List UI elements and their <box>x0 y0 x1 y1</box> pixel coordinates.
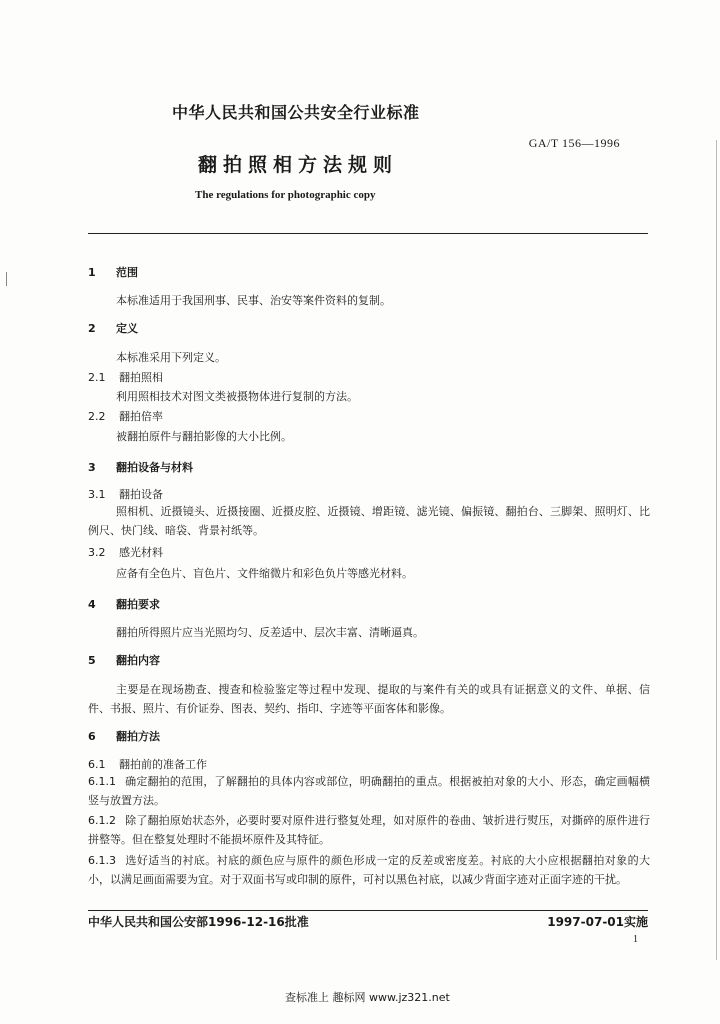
section-4-body: 翻拍所得照片应当光照均匀、反差适中、层次丰富、清晰逼真。 <box>116 626 424 639</box>
section-title: 翻拍设备与材料 <box>116 461 193 474</box>
section-2-body: 本标准采用下列定义。 <box>116 351 226 364</box>
section-6-1-3 <box>88 851 650 889</box>
watermark-text: 查标准上 趣标网 www.jz321.net <box>285 991 450 1004</box>
section-number: 3.1 <box>88 488 106 501</box>
page-number: 1 <box>633 934 638 945</box>
section-2-2-body: 被翻拍原件与翻拍影像的大小比例。 <box>116 430 292 443</box>
section-title: 翻拍倍率 <box>119 410 163 423</box>
section-number: 1 <box>88 266 96 279</box>
section-1-body: 本标准适用于我国刑事、民事、治安等案件资料的复制。 <box>116 294 391 307</box>
section-number: 6 <box>88 730 96 743</box>
section-title: 翻拍方法 <box>116 730 160 743</box>
section-number: 6.1.1 <box>88 775 116 788</box>
document-title: 翻拍照相方法规则 <box>198 154 399 176</box>
section-6-1-2 <box>88 811 650 849</box>
section-3-heading <box>88 459 193 475</box>
approval-line: 中华人民共和国公安部1996-12-16批准 <box>88 915 309 929</box>
section-3-2-heading <box>88 544 163 560</box>
section-5-heading <box>88 652 160 668</box>
section-title: 范围 <box>116 266 138 279</box>
section-number: 4 <box>88 598 96 611</box>
section-6-1-heading <box>88 756 207 772</box>
section-3-1-heading <box>88 486 163 502</box>
section-number: 5 <box>88 654 96 667</box>
section-1-heading <box>88 264 138 280</box>
section-4-heading <box>88 596 160 612</box>
section-3-2-body: 应备有全色片、盲色片、文件缩微片和彩色负片等感光材料。 <box>116 567 413 580</box>
section-number: 3 <box>88 461 96 474</box>
section-2-1-heading <box>88 369 163 385</box>
standard-authority: 中华人民共和国公共安全行业标准 <box>172 103 420 122</box>
section-title: 翻拍内容 <box>116 654 160 667</box>
document-subtitle-en: The regulations for photographic copy <box>195 189 376 201</box>
section-2-heading <box>88 320 138 336</box>
section-number: 6.1.3 <box>88 854 116 867</box>
section-number: 6.1.2 <box>88 814 116 827</box>
section-number: 2.1 <box>88 371 106 384</box>
section-body: 确定翻拍的范围，了解翻拍的具体内容或部位，明确翻拍的重点。根据被拍对象的大小、形态，确定画幅横竖与放置方法。 <box>88 775 650 807</box>
section-6-heading <box>88 728 160 744</box>
section-title: 翻拍前的准备工作 <box>119 758 207 771</box>
section-title: 定义 <box>116 322 138 335</box>
section-number: 2.2 <box>88 410 106 423</box>
section-3-1-body: 照相机、近摄镜头、近摄接圈、近摄皮腔、近摄镜、增距镜、滤光镜、偏振镜、翻拍台、三脚架、照明灯、比例尺、快门线、暗袋、背景衬纸等。 <box>88 505 650 537</box>
effective-date: 1997-07-01实施 <box>547 915 648 929</box>
section-number: 3.2 <box>88 546 106 559</box>
section-title: 翻拍设备 <box>119 488 163 501</box>
section-2-1-body: 利用照相技术对图文类被摄物体进行复制的方法。 <box>116 390 358 403</box>
section-5-body: 主要是在现场勘查、搜查和检验鉴定等过程中发现、提取的与案件有关的或具有证据意义的文件、单据、信件、书报、照片、有价证券、图表、契约、指印、字迹等平面客体和影像。 <box>88 683 650 715</box>
section-title: 感光材料 <box>119 546 163 559</box>
header-divider <box>88 233 648 234</box>
section-title: 翻拍照相 <box>119 371 163 384</box>
section-title: 翻拍要求 <box>116 598 160 611</box>
footer-divider <box>88 910 648 911</box>
section-body: 选好适当的衬底。衬底的颜色应与原件的颜色形成一定的反差或密度差。衬底的大小应根据翻拍对象的大小，以满足画面需要为宜。对于双面书写或印制的原件，可衬以黑色衬底，以减少背面字迹对正面字迹的干扰。 <box>88 854 650 886</box>
section-6-1-1 <box>88 772 650 810</box>
section-number: 6.1 <box>88 758 106 771</box>
section-body: 除了翻拍原始状态外，必要时要对原件进行整复处理，如对原件的卷曲、皱折进行熨压，对撕碎的原件进行拼整等。但在整复处理时不能损坏原件及其特征。 <box>88 814 650 846</box>
standard-number: GA/T 156—1996 <box>528 136 620 150</box>
scan-edge-mark <box>6 272 7 286</box>
section-2-2-heading <box>88 408 163 424</box>
section-number: 2 <box>88 322 96 335</box>
scan-edge-line <box>716 140 717 960</box>
